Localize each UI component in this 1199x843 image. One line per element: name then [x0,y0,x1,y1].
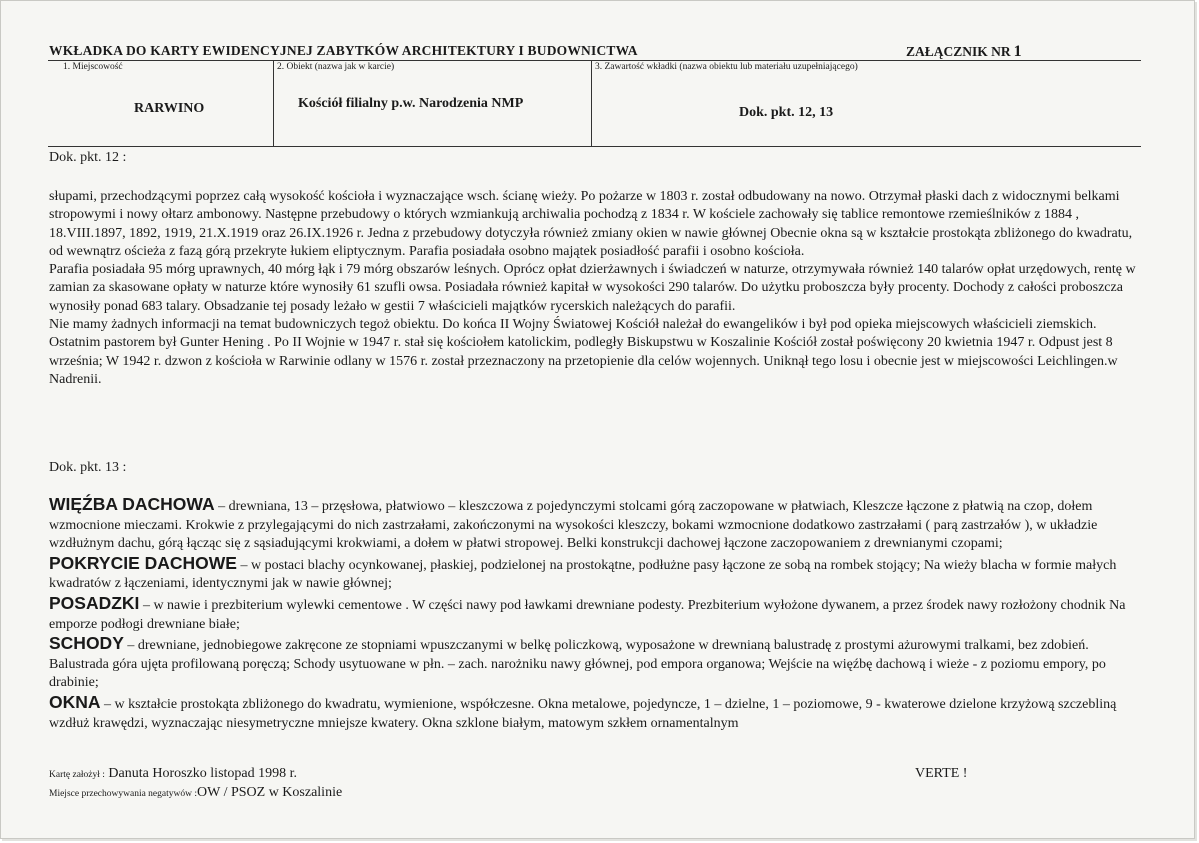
entry-floors [49,594,1141,634]
object-label: 2. Obiekt (nazwa jak w karcie) [277,62,395,72]
author-label: Kartę założył : [49,770,105,780]
entry-stairs [49,634,1141,693]
entry-text: – w postaci blachy ocynkowanej, płaskiej, podzielonej na prostokątne, podłużne pasy łączone ze sobą na rombek stojący; Na wieży blacha w formie małych kwadratów z łączeniami, identycznymi jak w nawie głównej; [49,557,1117,592]
author-line [49,766,297,782]
entry-term: SCHODY [49,633,124,654]
place-value: RARWINO [134,101,205,116]
entry-windows [49,693,1141,733]
section-12-paragraph: Nie mamy żadnych informacji na temat budowniczych tegoż obiektu. Do końca II Wojny Światowej Kościół należał do ewangelików i był pod opieka miejscowych właścicieli ziemskich. Ostatnim pastorem był Gunter Hening . Po II Wojnie w 1947 r. stał się kościołem katolickim, podległy Biskupstwu w Koszalinie Kościół został poświęcony 20 kwietnia 1947 r. Odpust jest 8 września; W 1942 r. dzwon z kościoła w Rarwinie odlany w 1576 r. został przeznaczony na przetopienie dla celów wojennych. Uniknął tego losu i obecnie jest w miejscowości Leichlingen.w Nadrenii. [49,317,1118,387]
entry-term: WIĘŹBA DACHOWA [49,494,215,514]
place-label: 1. Miejscowość [63,62,123,72]
section-13-heading: Dok. pkt. 13 : [49,460,127,475]
entry-term: POSADZKI [49,592,140,613]
attachment-number [906,43,1022,61]
entry-roof-truss [49,495,1141,554]
section-12-heading: Dok. pkt. 12 : [49,150,127,165]
author-value: Danuta Horoszko listopad 1998 r. [104,766,298,781]
storage-label: Miejsce przechowywania negatywów : [49,789,197,799]
content-value: Dok. pkt. 12, 13 [739,105,834,120]
verte-note: VERTE ! [915,766,968,781]
section-13-text [49,495,1141,733]
entry-term: OKNA [49,691,101,712]
entry-term: POKRYCIE DACHOWE [49,552,237,573]
document-title: WKŁADKA DO KARTY EWIDENCYJNEJ ZABYTKÓW ARCHITEKTURY I BUDOWNICTWA [49,43,638,58]
entry-text: – w nawie i prezbiterium wylewki cementowe . W części nawy pod ławkami drewniane podesty. Prezbiterium wyłożone dywanem, a przez środek nawy rozłożony chodnik Na emporze podłogi drewniane białe; [49,597,1126,632]
entry-roofing [49,554,1141,594]
storage-value: OW / PSOZ w Koszalinie [197,785,343,800]
object-value: Kościół filialny p.w. Narodzenia NMP [298,96,524,111]
section-12-text [49,188,1139,389]
content-label: 3. Zawartość wkładki (nazwa obiektu lub materiału uzupełniającego) [595,62,858,72]
cell-divider-1 [273,60,274,146]
entry-text: – drewniane, jednobiegowe zakręcone ze stopniami wpuszczanymi w belkę policzkową, wyposażone w drewnianą balustradę z prostymi ażurowymi tralkami, bez zdobień. Balustrada góra ujęta profilowaną poręczą; Schody usytuowane w płn. – zach. narożniku nawy głównej, pod empora organowa; Wejście na więźbę dachową i wieże - z poziomu empory, po drabinie; [49,638,1106,691]
entry-text: – w kształcie prostokąta zbliżonego do kwadratu, wymienione, współczesne. Okna metalowe, pojedyncze, 1 – dzielne, 1 – poziomowe, 9 - kwaterowe dzielone krzyżową szczebliną wzdłuż krawędzi, wyznaczając niesymetryczne mniejsze kwatery. Okna szklone białym, matowym szkłem ornamentalnym [49,696,1117,731]
attachment-number-value: 1 [1013,43,1022,60]
attachment-label: ZAŁĄCZNIK NR [906,44,1011,59]
entry-text: – drewniana, 13 – przęsłowa, płatwiowo – kleszczowa z pojedynczymi stolcami górą zaczopowane w płatwiach, Kleszcze łączone z płatwią na czop, dołem wzmocnione mieczami. Krokwie z przylegającymi do nich zastrzałami, zakończonymi na wysokości kleszczy, bokami wzmocnione dodatkowo zastrzałami ( parą zastrzałów ), w układzie wzdłużnym dachu, górą łącząc się z sąsiadującymi krokwiami, a dołem w płatwi stropowej. Belki konstrukcji dachowej łączone zaczopowaniem z drewnianymi czopami; [49,499,1098,552]
header-rule-bottom [48,146,1141,147]
section-12-paragraph: Parafia posiadała 95 mórg uprawnych, 40 mórg łąk i 79 mórg obszarów leśnych. Oprócz opłat dzierżawnych i świadczeń w naturze, otrzymywała również 140 talarów opłat urzędowych, rentę w zamian za skasowane opłaty w naturze które wynosiły 61 szufli owsa. Posiadała również kapitał w wysokości 290 talarów. Do użytku proboszcza były procenty. Dochody z całości proboszcza wynosiły ponad 683 talary. Obsadzanie tej posady leżało w gestii 7 właścicieli majątków rycerskich należących do parafii. [49,262,1136,314]
cell-divider-2 [591,60,592,146]
section-12-paragraph: słupami, przechodzącymi poprzez całą wysokość kościoła i wyznaczające wsch. ścianę wieży. Po pożarze w 1803 r. został odbudowany na nowo. Otrzymał płaski dach z widocznymi belkami stropowymi i nowy ołtarz ambonowy. Następne przebudowy o których wzmiankują archiwalia pochodzą z 1834 r. W kościele zachowały się tablice remontowe rzemieślników z 1884 , 18.VIII.1897, 1892, 1919, 21.X.1919 oraz 26.IX.1926 r. Jedna z przebudowy dotyczyła również zmiany okien w nawie głównej Obecnie okna są w kształcie prostokąta zbliżonego do kwadratu, od wewnątrz ościeża z fazą górą przekryte łukiem eliptycznym. Parafia posiadała osobno majątek posiadłość parafii i osobno kościoła. [49,189,1133,259]
header-rule-top [48,60,1141,61]
storage-line [49,785,342,801]
